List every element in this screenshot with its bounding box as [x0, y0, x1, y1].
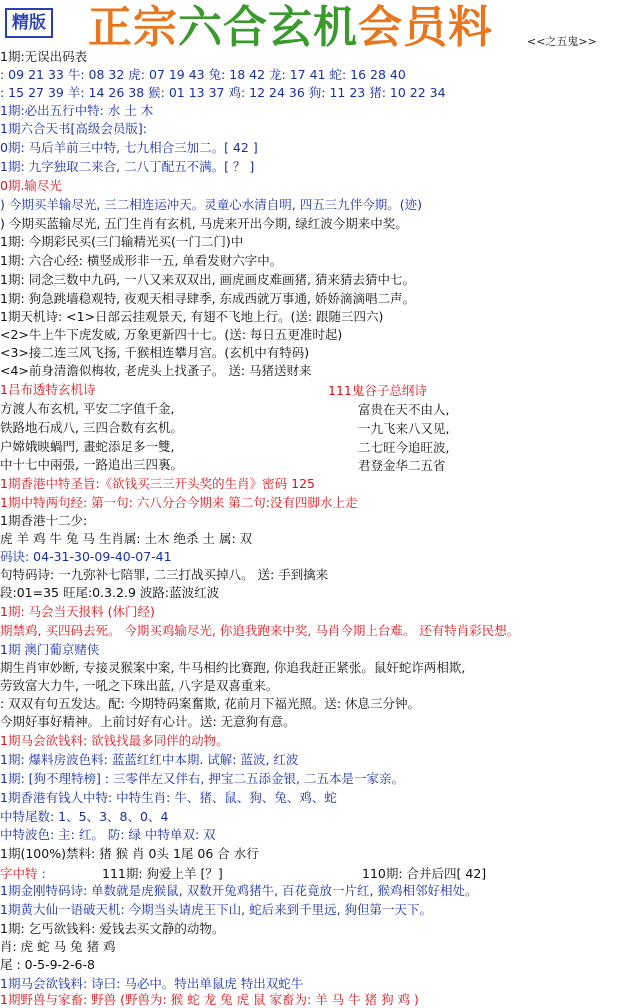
text-line: 1期: [狗不理特榜] : 三零伴左又伴右, 押宝二五添金银, 二五本是一家亲。	[0, 771, 404, 786]
column-text: 一九飞来八又见,	[358, 421, 450, 436]
text-line: 劳致富大力牛, 一吼之下珠出蓝, 八字是双喜重来。	[0, 678, 279, 693]
text-line: 1期: 爆料房波色料: 蓝蓝红红中本期. 试解: 蓝波, 红波	[0, 752, 299, 767]
text-line: 虎 羊 鸡 牛 兔 马 生肖属: 土木 绝杀 土 属: 双	[0, 531, 253, 546]
text-line: 1期黄大仙一语破天机: 今期当头请虎王下山, 蛇后来到千里远, 狗但第一天下。	[0, 902, 433, 917]
text-line: 肖: 虎 蛇 马 兔 猪 鸡	[0, 939, 116, 954]
text-line: 1期(100%)禁料: 猪 猴 肖 0头 1尾 06 合 水行	[0, 846, 259, 861]
text-line: ) 今期买蓝输尽光, 五门生肖有玄机, 马虎来开出今期, 绿红波今期来中奖。	[0, 216, 408, 231]
column-text: 110期: 合并后四[ 42]	[362, 866, 487, 881]
title-part-a: 正宗	[88, 2, 178, 53]
text-line: 1期: 乞丐欲钱料: 爱钱去买文静的动物。	[0, 921, 225, 936]
text-line: 1吕布透特玄机诗	[0, 382, 96, 397]
text-line: 1期香港中特圣旨:《欲钱买三三开头奖的生肖》密码 125	[0, 476, 315, 491]
text-line: 1期马会欲钱料: 诗曰: 马必中。特出单鼠虎 特出双蛇牛	[0, 976, 304, 991]
text-line: 1期:必出五行中特: 水 土 木	[0, 103, 154, 118]
text-line: 1期: 今期彩民买(三门输精光买(一门二门)中	[0, 234, 244, 249]
text-line: 1期: 六合心经: 横竖成形非一五, 单看发财六字中。	[0, 253, 283, 268]
text-line: 中特波色: 主: 红。 防: 绿 中特单双: 双	[0, 827, 216, 842]
text-line: 1期: 狗急跳墙稳观特, 夜观天相寻肆季, 东成西就万事通, 娇娇滴滴唱二声。	[0, 291, 415, 306]
column-text: 二七旺今追旺波,	[358, 440, 450, 455]
column-text: 字中特 :	[0, 866, 46, 881]
title-part-b: 六合玄机	[178, 2, 358, 53]
text-line: 1期:无误出码表	[0, 49, 88, 64]
text-line: 1期: 同念三数中九码, 一八又来双双出, 画虎画皮难画猪, 猜来猜去猜中七。	[0, 272, 415, 287]
text-line: : 15 27 39 羊: 14 26 38 猴: 01 13 37 鸡: 12 24 36 狗: 11 23 猪: 10 22 34	[0, 85, 446, 100]
text-line: 1期六合天书[高级会员版]:	[0, 121, 147, 136]
text-line: : 双双有句五发达。配: 今期特码案奮欺, 花前月下福光照。送: 休息三分钟。	[0, 696, 421, 711]
text-line: 1期香港有钱人中特: 中特生肖: 牛、猪、鼠、狗、兔、鸡、蛇	[0, 790, 337, 805]
text-line: <2>牛上牛下虎发威, 万象更新四十七。(送: 每日五更准时起)	[0, 327, 343, 342]
text-line: 1期中特两句经: 第一句: 六八分合今期来 第二句:没有四脚水上走	[0, 495, 358, 510]
text-line: 1期 澳门葡京赌侠	[0, 642, 100, 657]
text-line: 期禁鸡, 买四码去死。 今期买鸡输尽光, 你追我跑来中奖, 马肖今期上台难。 还有特肖彩民想。	[0, 623, 520, 638]
text-line: 0期: 马后羊前三中特, 七九相合三加二。[ 42 ]	[0, 140, 258, 155]
text-line: 铁路地石成八, 三四合数有玄机。	[0, 420, 183, 435]
text-line: 码诀: 04-31-30-09-40-07-41	[0, 549, 172, 564]
text-line: 中十七中兩張, 一路追出三四裏。	[0, 457, 183, 472]
text-line: ) 今期买羊输尽光, 三二相连运冲天。灵童心水清自明, 四五三九伴今期。(迹)	[0, 197, 422, 212]
text-line: : 09 21 33 牛: 08 32 虎: 07 19 43 兔: 18 42 龙: 17 41 蛇: 16 28 40	[0, 67, 406, 82]
text-line: 期生肖审妙断, 专接灵猴案中案, 牛马相约比赛跑, 你追我赶正紧张。鼠奸蛇诈两相欺,	[0, 660, 466, 675]
issue-tag: <<之五鬼>>	[527, 35, 597, 48]
premium-badge: 精版	[5, 8, 53, 38]
text-line: 1期金刚特码诗: 单数就是虎猴鼠, 双数开兔鸡猪牛, 百花竟放一片红, 猴鸡相邻好相处。	[0, 883, 478, 898]
text-line: 0期.输尽光	[0, 178, 62, 193]
title-part-c: 会员料	[358, 2, 493, 53]
column-text: 111期: 狗爱上羊 [？]	[102, 866, 223, 881]
text-line: 户嫦娥映蝸門, 畫蛇添足多一雙,	[0, 439, 175, 454]
text-line: 尾 : 0-5-9-2-6-8	[0, 957, 95, 972]
text-line: <4>前身清澹似梅妆, 老虎头上找蚤子。 送: 马猪送财来	[0, 363, 312, 378]
text-line: 1期天机诗: <1>日部云挂观景天, 有翅不飞地上行。(送: 跟随三四六)	[0, 309, 384, 324]
column-text: 富贵在天不由人,	[358, 402, 450, 417]
column-text: 君登金华二五省	[358, 458, 446, 473]
text-line: 方渡人布玄机, 平安二字值千金,	[0, 401, 175, 416]
text-line: 今期好事好精神。上前讨好有心计。送: 无意狗有意。	[0, 714, 296, 729]
text-line: 句特码诗: 一九弥补七陪罪, 二三打战买掉八。 送: 手到擒来	[0, 567, 329, 582]
column-text: 111鬼谷子总纲诗	[328, 383, 427, 398]
text-line: 中特尾数: 1、5、3、8、0、4	[0, 809, 169, 824]
text-line: 1期香港十二少:	[0, 513, 88, 528]
text-line: 1期: 九字独取二来合, 二八丁配五不满。[ ？ ]	[0, 159, 255, 174]
text-line: 1期野兽与家畜: 野兽 (野兽为: 猴 蛇 龙 兔 虎 鼠 家畜为: 羊 马 牛 猪 狗 鸡 )	[0, 992, 419, 1007]
text-line: 段:01=35 旺尾:0.3.2.9 波路:蓝波红波	[0, 585, 220, 600]
text-line: 1期马会欲钱料: 欲钱找最多同伴的动物。	[0, 733, 229, 748]
text-line: 1期: 马会当天报料 (休门经)	[0, 604, 155, 619]
page-title	[88, 2, 493, 54]
text-line: <3>接二连三风飞扬, 千猴相连攀月宫。(玄机中有特码)	[0, 345, 310, 360]
